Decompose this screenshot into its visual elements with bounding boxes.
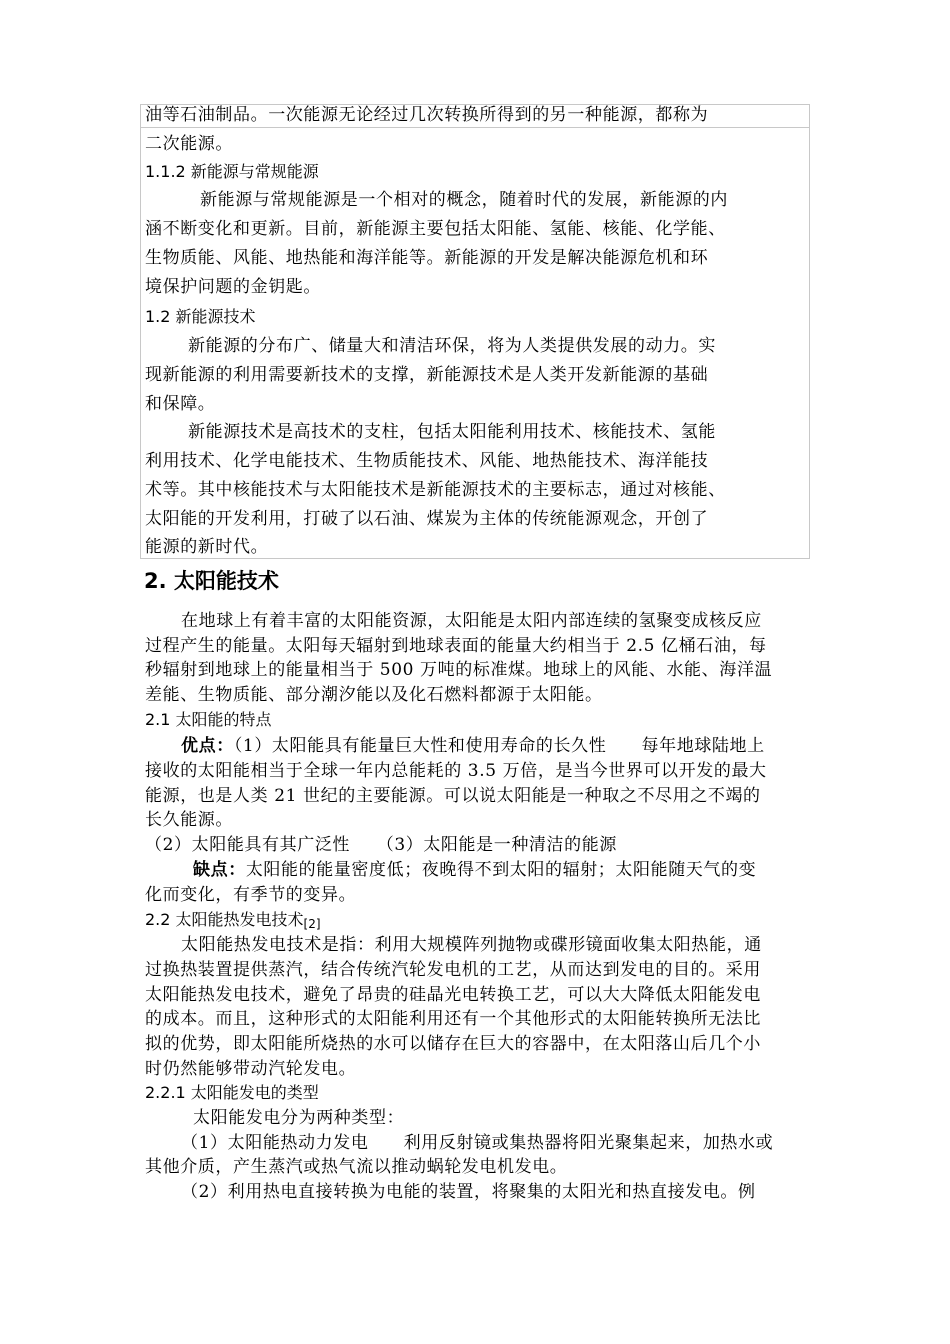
text-line: （2）太阳能具有其广泛性 （3）太阳能是一种清洁的能源 <box>145 835 617 855</box>
text-line: 新能源与常规能源是一个相对的概念，随着时代的发展，新能源的内 <box>200 190 728 210</box>
text-line: 化而变化，有季节的变异。 <box>145 885 357 905</box>
text-line: 过换热装置提供蒸汽，结合传统汽轮发电机的工艺，从而达到发电的目的。采用 <box>145 960 761 980</box>
text-line: 太阳能热发电技术是指：利用大规模阵列抛物或碟形镜面收集太阳热能，通 <box>181 935 762 955</box>
text-line: 和保障。 <box>145 394 216 414</box>
text-line: 新能源技术是高技术的支柱，包括太阳能利用技术、核能技术、氢能 <box>188 422 716 442</box>
text-line: 境保护问题的金钥匙。 <box>145 277 321 297</box>
text-line: （2）利用热电直接转换为电能的装置，将聚集的太阳光和热直接发电。例 <box>181 1182 756 1202</box>
heading-1-1-2: 1.1.2 新能源与常规能源 <box>145 162 319 181</box>
advantages-text: （1）太阳能具有能量巨大性和使用寿命的长久性 每年地球陆地上 <box>233 736 765 756</box>
text-line: 秒辐射到地球上的能量相当于 500 万吨的标准煤。地球上的风能、水能、海洋温 <box>145 660 773 680</box>
heading-1-2: 1.2 新能源技术 <box>145 307 256 326</box>
text-line: 利用技术、化学电能技术、生物质能技术、风能、地热能技术、海洋能技 <box>145 451 709 471</box>
text-line: 太阳能的开发利用，打破了以石油、煤炭为主体的传统能源观念，开创了 <box>145 509 709 529</box>
text-line: 二次能源。 <box>145 134 233 154</box>
text-line: 能源的新时代。 <box>145 537 269 557</box>
section-title: 2. 太阳能技术 <box>144 569 279 593</box>
text-line: 油等石油制品。一次能源无论经过几次转换所得到的另一种能源，都称为 <box>145 105 709 125</box>
text-line: 现新能源的利用需要新技术的支撑，新能源技术是人类开发新能源的基础 <box>145 365 709 385</box>
disadvantages-label: 缺点： <box>193 860 246 880</box>
text-line: 在地球上有着丰富的太阳能资源，太阳能是太阳内部连续的氢聚变成核反应 <box>181 611 762 631</box>
text-line: 拟的优势，即太阳能所烧热的水可以储存在巨大的容器中，在太阳落山后几个小 <box>145 1034 761 1054</box>
citation-ref: [2] <box>303 917 321 931</box>
text-line: 的成本。而且，这种形式的太阳能利用还有一个其他形式的太阳能转换所无法比 <box>145 1009 761 1029</box>
text-line: 涵不断变化和更新。目前，新能源主要包括太阳能、氢能、核能、化学能、 <box>145 219 726 239</box>
heading-2-2-1: 2.2.1 太阳能发电的类型 <box>145 1083 319 1102</box>
disadvantages-text: 太阳能的能量密度低；夜晚得不到太阳的辐射；太阳能随天气的变 <box>245 860 757 880</box>
advantages-label: 优点： <box>181 736 234 756</box>
text-line: 新能源的分布广、储量大和清洁环保，将为人类提供发展的动力。实 <box>188 336 716 356</box>
text-line: 长久能源。 <box>145 810 233 830</box>
text-line: 接收的太阳能相当于全球一年内总能耗的 3.5 万倍，是当今世界可以开发的最大 <box>145 761 767 781</box>
heading-2-2 <box>145 910 321 934</box>
text-line: 太阳能发电分为两种类型： <box>193 1108 405 1128</box>
text-line: 过程产生的能量。太阳每天辐射到地球表面的能量大约相当于 2.5 亿桶石油，每 <box>145 636 767 656</box>
text-line: 差能、生物质能、部分潮汐能以及化石燃料都源于太阳能。 <box>145 685 603 705</box>
text-line: （1）太阳能热动力发电 利用反射镜或集热器将阳光聚集起来，加热水或 <box>181 1133 774 1153</box>
text-line: 术等。其中核能技术与太阳能技术是新能源技术的主要标志，通过对核能、 <box>145 480 726 500</box>
text-line: 其他介质，产生蒸汽或热气流以推动蜗轮发电机发电。 <box>145 1157 568 1177</box>
text-line: 生物质能、风能、地热能和海洋能等。新能源的开发是解决能源危机和环 <box>145 248 709 268</box>
text-line: 太阳能热发电技术，避免了昂贵的硅晶光电转换工艺，可以大大降低太阳能发电 <box>145 985 761 1005</box>
text-line <box>181 736 765 756</box>
text-line <box>193 860 756 880</box>
heading-2-2-text: 2.2 太阳能热发电技术 <box>145 910 304 929</box>
text-line: 时仍然能够带动汽轮发电。 <box>145 1059 357 1079</box>
text-line: 能源，也是人类 21 世纪的主要能源。可以说太阳能是一种取之不尽用之不竭的 <box>145 786 761 806</box>
heading-2-1: 2.1 太阳能的特点 <box>145 710 272 729</box>
